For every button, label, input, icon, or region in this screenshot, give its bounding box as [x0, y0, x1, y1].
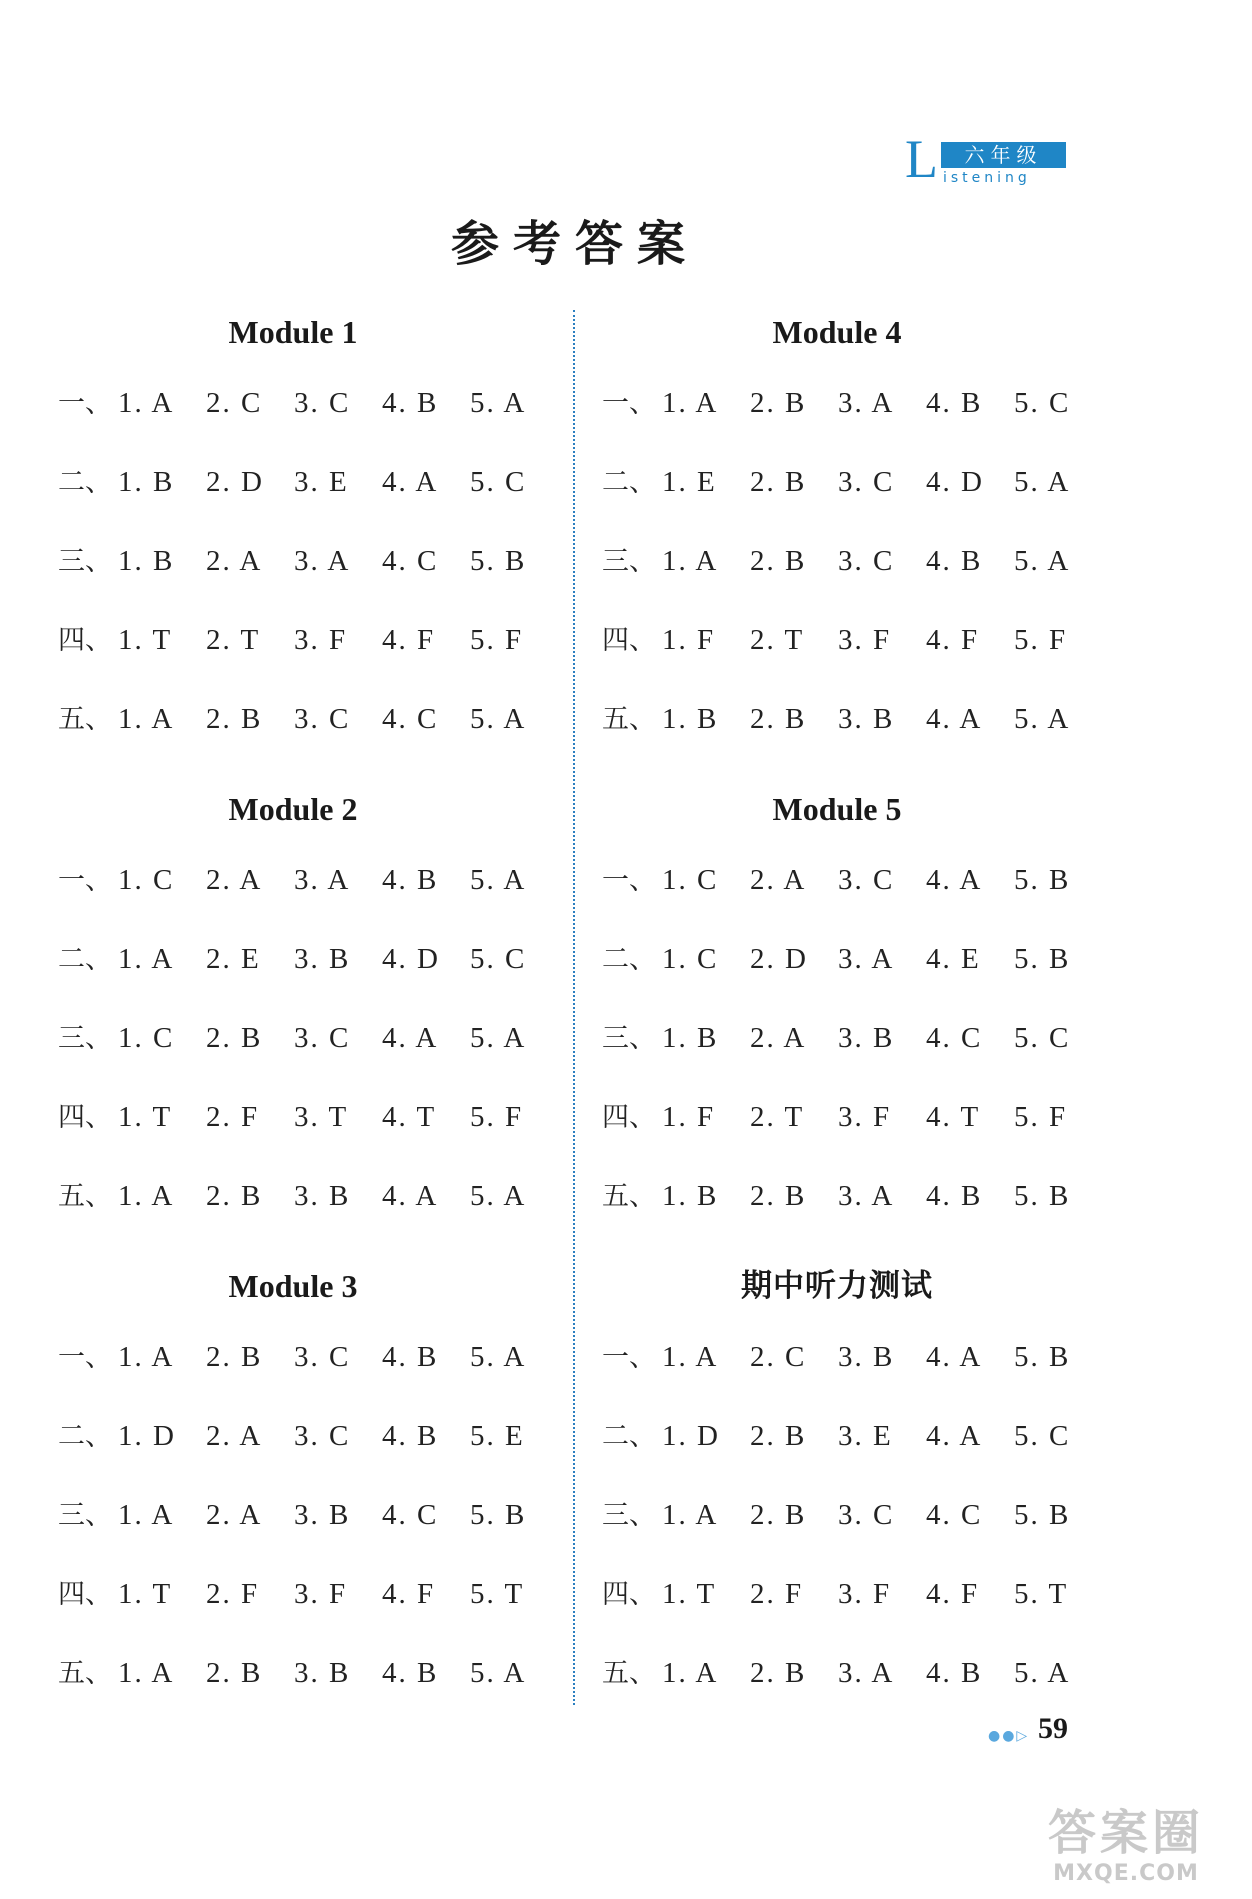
answer-item: 2. D: [206, 466, 264, 498]
answer-item: 2. A: [206, 1420, 263, 1452]
answer-item: 1. C: [662, 864, 719, 896]
answer-item: 2. B: [750, 466, 807, 498]
answer-item: 3. C: [838, 864, 895, 896]
answer-item: 3. B: [294, 1499, 351, 1531]
answer-item: 1. D: [118, 1420, 176, 1452]
answer-row: [58, 1078, 558, 1157]
answer-item: 3. C: [838, 1499, 895, 1531]
answer-item: 1. A: [118, 1180, 175, 1212]
section-label: 二、: [602, 1421, 656, 1452]
answer-item: 3. C: [294, 1022, 351, 1054]
answer-row: [602, 680, 1102, 759]
section-label: 一、: [58, 865, 112, 896]
section-label: 五、: [602, 1181, 656, 1212]
section-label: 二、: [58, 944, 112, 975]
answer-item: 3. A: [838, 1180, 895, 1212]
answer-item: 5. A: [470, 1180, 527, 1212]
answer-item: 4. F: [926, 624, 980, 656]
answer-row: [602, 1397, 1102, 1476]
answer-item: 1. D: [662, 1420, 720, 1452]
answer-item: 1. A: [662, 545, 719, 577]
answer-row: [602, 920, 1102, 999]
answer-item: 4. C: [926, 1499, 983, 1531]
section-label: 二、: [602, 467, 656, 498]
answer-item: 4. D: [926, 466, 984, 498]
answer-item: 4. T: [382, 1101, 437, 1133]
answer-item: 2. T: [750, 1101, 805, 1133]
answer-row: [602, 601, 1102, 680]
section-label: 三、: [58, 546, 112, 577]
section-label: 四、: [602, 1102, 656, 1133]
answer-item: 2. F: [206, 1578, 260, 1610]
section-label: 四、: [602, 625, 656, 656]
answer-item: 1. A: [662, 1341, 719, 1373]
header-brand: [905, 129, 1080, 189]
section-label: 三、: [58, 1500, 112, 1531]
answer-item: 1. C: [662, 943, 719, 975]
answer-item: 4. D: [382, 943, 440, 975]
answer-item: 5. B: [470, 1499, 527, 1531]
answer-row: [58, 522, 558, 601]
answer-item: 4. F: [926, 1578, 980, 1610]
answer-item: 5. B: [1014, 1341, 1071, 1373]
answer-item: 3. C: [294, 387, 351, 419]
answer-item: 1. A: [118, 1499, 175, 1531]
section-label: 四、: [58, 1579, 112, 1610]
answer-row: [58, 601, 558, 680]
section-label: 四、: [58, 625, 112, 656]
answer-item: 5. C: [470, 466, 527, 498]
answer-item: 3. F: [838, 624, 892, 656]
answer-item: 2. F: [206, 1101, 260, 1133]
answer-item: 1. A: [662, 387, 719, 419]
answer-item: 1. B: [662, 1022, 719, 1054]
answer-row: [58, 680, 558, 759]
answer-item: 4. A: [382, 1022, 439, 1054]
answer-item: 2. B: [750, 545, 807, 577]
brand-word: istening: [943, 170, 1031, 186]
answer-item: 4. B: [382, 387, 439, 419]
section-label: 五、: [58, 1181, 112, 1212]
section-label: 四、: [602, 1579, 656, 1610]
section-label: 三、: [58, 1023, 112, 1054]
answer-item: 5. A: [470, 1657, 527, 1689]
answer-item: 2. T: [750, 624, 805, 656]
answer-row: [58, 1634, 558, 1713]
answer-item: 2. F: [750, 1578, 804, 1610]
answer-item: 5. C: [1014, 387, 1071, 419]
page-dots-decoration: ●●▷: [988, 1728, 1030, 1744]
answer-item: 4. F: [382, 1578, 436, 1610]
answer-item: 1. C: [118, 864, 175, 896]
answer-item: 5. A: [470, 703, 527, 735]
answer-item: 5. A: [1014, 545, 1071, 577]
answer-item: 3. E: [838, 1420, 893, 1452]
answer-item: 1. C: [118, 1022, 175, 1054]
module-title: Module 4: [772, 314, 902, 350]
answer-module: [602, 777, 1102, 1254]
answer-item: 5. A: [470, 1341, 527, 1373]
answer-row: [602, 522, 1102, 601]
answer-row: [58, 920, 558, 999]
answer-row: [602, 1476, 1102, 1555]
brand-letter: L: [905, 129, 938, 189]
answer-module: [602, 1254, 1102, 1731]
answer-row: [58, 999, 558, 1078]
answer-item: 2. D: [750, 943, 808, 975]
answer-item: 1. T: [662, 1578, 717, 1610]
answer-item: 2. A: [750, 1022, 807, 1054]
answer-item: 5. T: [470, 1578, 525, 1610]
watermark-logo: [1010, 1805, 1242, 1895]
answer-item: 1. A: [118, 1657, 175, 1689]
answer-item: 3. F: [294, 624, 348, 656]
answer-item: 3. T: [294, 1101, 349, 1133]
answer-item: 2. T: [206, 624, 261, 656]
answer-item: 5. F: [470, 1101, 524, 1133]
watermark-url: MXQE.COM: [1053, 1861, 1199, 1886]
answer-item: 4. A: [382, 466, 439, 498]
answer-item: 4. B: [926, 387, 983, 419]
answer-item: 3. C: [294, 1420, 351, 1452]
answer-module: [602, 300, 1102, 777]
answer-row: [58, 1555, 558, 1634]
answer-item: 3. F: [294, 1578, 348, 1610]
answer-row: [602, 1634, 1102, 1713]
answer-item: 3. B: [838, 1341, 895, 1373]
answer-item: 5. A: [470, 864, 527, 896]
brand-grade-badge: 六年级: [941, 142, 1066, 168]
module-title: Module 1: [228, 314, 358, 350]
answer-item: 3. B: [294, 1180, 351, 1212]
answer-item: 4. B: [382, 1657, 439, 1689]
answer-item: 4. F: [382, 624, 436, 656]
section-label: 三、: [602, 1023, 656, 1054]
answer-item: 1. A: [662, 1499, 719, 1531]
page-title: 参考答案: [450, 216, 699, 272]
answer-item: 3. F: [838, 1578, 892, 1610]
answer-item: 4. C: [382, 545, 439, 577]
section-label: 三、: [602, 546, 656, 577]
answer-item: 2. B: [206, 1657, 263, 1689]
answer-row: [58, 364, 558, 443]
answer-item: 5. A: [1014, 703, 1071, 735]
answer-row: [602, 1555, 1102, 1634]
answer-item: 1. B: [118, 545, 175, 577]
answer-row: [602, 841, 1102, 920]
answer-row: [58, 1318, 558, 1397]
answer-item: 3. A: [294, 864, 351, 896]
answer-item: 2. B: [206, 1180, 263, 1212]
answer-item: 5. C: [470, 943, 527, 975]
section-label: 五、: [602, 1658, 656, 1689]
module-title: 期中听力测试: [741, 1268, 933, 1304]
answer-item: 2. A: [206, 1499, 263, 1531]
answer-item: 2. B: [750, 1420, 807, 1452]
answer-row: [602, 999, 1102, 1078]
answer-row: [602, 1318, 1102, 1397]
answer-item: 2. B: [206, 1022, 263, 1054]
answer-item: 1. B: [662, 1180, 719, 1212]
answer-item: 3. B: [294, 1657, 351, 1689]
answer-item: 2. B: [750, 1499, 807, 1531]
section-label: 二、: [58, 1421, 112, 1452]
section-label: 五、: [58, 704, 112, 735]
watermark-text: 答案圈: [1047, 1805, 1204, 1861]
answer-item: 2. B: [750, 1180, 807, 1212]
answer-item: 1. T: [118, 1578, 173, 1610]
answer-item: 1. A: [118, 703, 175, 735]
section-label: 五、: [58, 1658, 112, 1689]
answer-row: [602, 1078, 1102, 1157]
answer-row: [58, 1397, 558, 1476]
section-label: 二、: [602, 944, 656, 975]
answer-item: 4. B: [382, 1341, 439, 1373]
answer-row: [602, 364, 1102, 443]
answer-item: 3. A: [838, 387, 895, 419]
answer-item: 1. T: [118, 1101, 173, 1133]
answer-item: 3. A: [294, 545, 351, 577]
answer-item: 4. C: [382, 703, 439, 735]
answer-module: [58, 1254, 558, 1731]
answer-item: 1. F: [662, 1101, 716, 1133]
answer-item: 4. B: [926, 1180, 983, 1212]
section-label: 一、: [58, 1342, 112, 1373]
answer-item: 1. E: [662, 466, 717, 498]
answer-module: [58, 300, 558, 777]
section-label: 一、: [602, 1342, 656, 1373]
section-label: 一、: [58, 388, 112, 419]
answer-item: 1. B: [662, 703, 719, 735]
answer-item: 3. C: [294, 1341, 351, 1373]
answer-item: 5. C: [1014, 1420, 1071, 1452]
answer-item: 1. A: [118, 1341, 175, 1373]
module-title: Module 2: [228, 791, 358, 827]
answer-row: [58, 1157, 558, 1236]
answer-item: 2. E: [206, 943, 261, 975]
answer-item: 4. B: [382, 1420, 439, 1452]
module-title: Module 5: [772, 791, 902, 827]
module-title: Module 3: [228, 1268, 358, 1304]
answer-item: 5. B: [1014, 864, 1071, 896]
answer-item: 5. A: [470, 387, 527, 419]
answer-item: 5. A: [470, 1022, 527, 1054]
answer-item: 2. B: [750, 703, 807, 735]
answer-item: 2. B: [206, 703, 263, 735]
answer-item: 4. A: [926, 864, 983, 896]
answer-item: 3. A: [838, 943, 895, 975]
answer-module: [58, 777, 558, 1254]
answer-item: 2. A: [206, 864, 263, 896]
answer-item: 3. A: [838, 1657, 895, 1689]
answer-item: 4. C: [926, 1022, 983, 1054]
answer-item: 3. C: [838, 466, 895, 498]
answer-item: 2. B: [750, 387, 807, 419]
answer-item: 3. C: [838, 545, 895, 577]
answer-item: 4. A: [926, 1341, 983, 1373]
answer-item: 3. E: [294, 466, 349, 498]
answer-item: 4. B: [926, 1657, 983, 1689]
answer-item: 2. A: [750, 864, 807, 896]
answer-row: [602, 1157, 1102, 1236]
answer-item: 5. B: [470, 545, 527, 577]
column-divider: [573, 310, 575, 1705]
answer-item: 5. C: [1014, 1022, 1071, 1054]
answer-item: 3. B: [838, 703, 895, 735]
section-label: 一、: [602, 865, 656, 896]
right-column: [602, 300, 1102, 1731]
answer-item: 1. A: [118, 387, 175, 419]
answer-item: 4. B: [382, 864, 439, 896]
answer-row: [58, 443, 558, 522]
section-label: 四、: [58, 1102, 112, 1133]
answer-item: 4. B: [926, 545, 983, 577]
answer-item: 5. T: [1014, 1578, 1069, 1610]
answer-item: 4. A: [382, 1180, 439, 1212]
answer-item: 5. F: [470, 624, 524, 656]
section-label: 五、: [602, 704, 656, 735]
answer-item: 1. B: [118, 466, 175, 498]
answer-item: 5. A: [1014, 466, 1071, 498]
answer-item: 3. C: [294, 703, 351, 735]
answer-item: 2. C: [750, 1341, 807, 1373]
answer-item: 5. F: [1014, 1101, 1068, 1133]
answer-item: 4. C: [382, 1499, 439, 1531]
answer-item: 2. B: [750, 1657, 807, 1689]
answer-item: 5. B: [1014, 1180, 1071, 1212]
answer-item: 1. A: [662, 1657, 719, 1689]
answer-item: 4. A: [926, 703, 983, 735]
answer-item: 3. F: [838, 1101, 892, 1133]
answer-item: 4. E: [926, 943, 981, 975]
answer-row: [58, 1476, 558, 1555]
left-column: [58, 300, 558, 1731]
answer-item: 4. T: [926, 1101, 981, 1133]
answer-item: 2. C: [206, 387, 263, 419]
answer-item: 5. E: [470, 1420, 525, 1452]
answer-row: [602, 443, 1102, 522]
answer-item: 4. A: [926, 1420, 983, 1452]
answer-item: 5. F: [1014, 624, 1068, 656]
answer-item: 2. A: [206, 545, 263, 577]
section-label: 一、: [602, 388, 656, 419]
answer-row: [58, 841, 558, 920]
page-number: 59: [1038, 1712, 1068, 1745]
answer-item: 3. B: [294, 943, 351, 975]
answer-item: 5. B: [1014, 1499, 1071, 1531]
answer-item: 3. B: [838, 1022, 895, 1054]
answer-item: 1. A: [118, 943, 175, 975]
section-label: 二、: [58, 467, 112, 498]
section-label: 三、: [602, 1500, 656, 1531]
answer-item: 1. F: [662, 624, 716, 656]
answer-item: 5. B: [1014, 943, 1071, 975]
answer-item: 2. B: [206, 1341, 263, 1373]
answer-item: 5. A: [1014, 1657, 1071, 1689]
answer-item: 1. T: [118, 624, 173, 656]
